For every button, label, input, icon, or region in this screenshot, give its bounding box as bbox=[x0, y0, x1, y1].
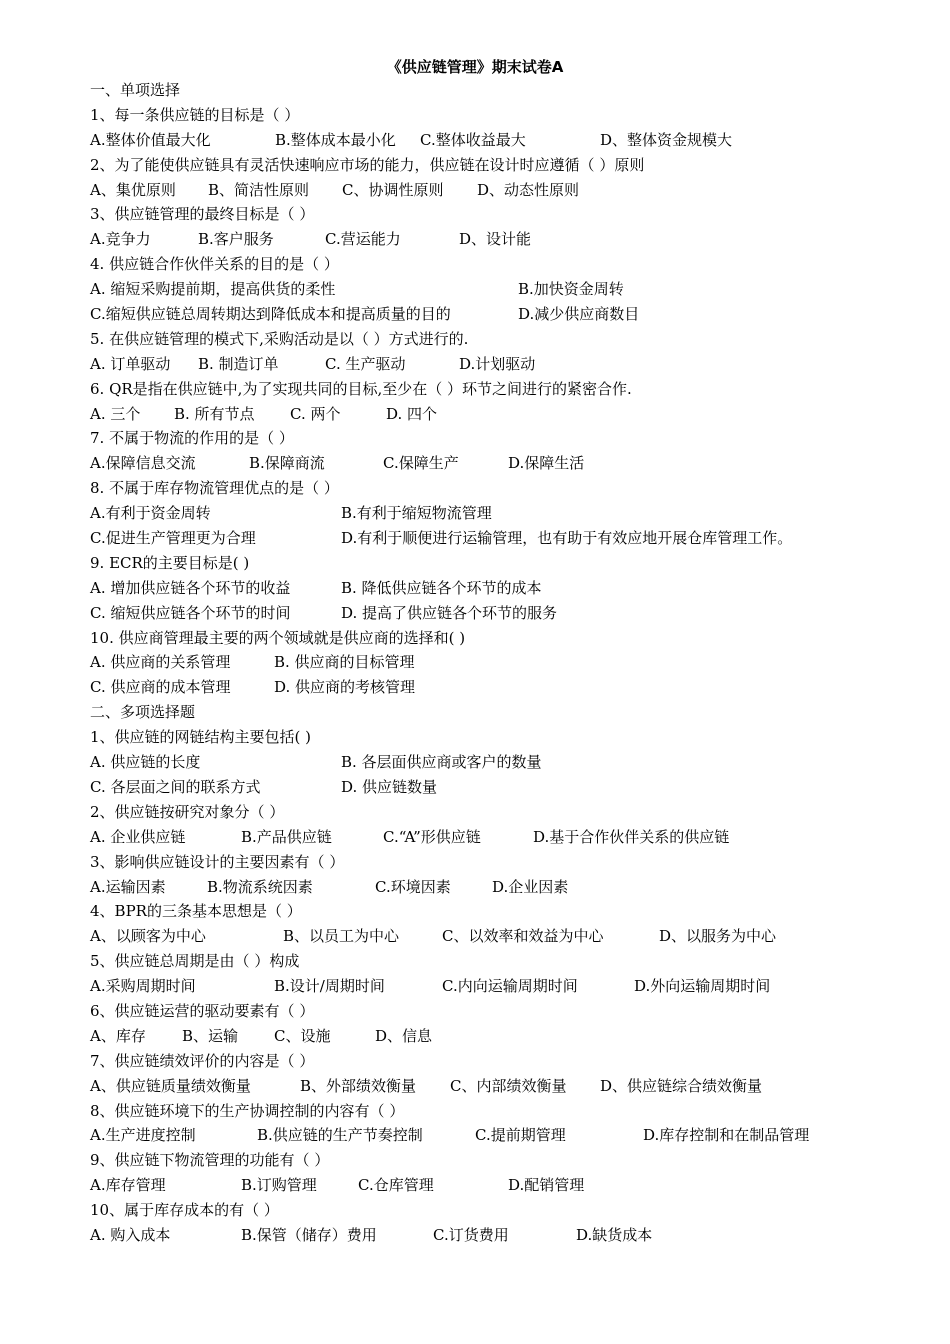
option-choice: A. 供应商的关系管理 bbox=[90, 653, 231, 672]
question-text bbox=[90, 949, 940, 974]
option-choice: A. 三个 bbox=[90, 404, 141, 423]
question-text bbox=[90, 626, 940, 651]
question-stem: 6、供应链运营的驱动要素有（ ） bbox=[90, 1001, 315, 1020]
option-choice: D、信息 bbox=[375, 1026, 433, 1045]
question-stem: 7. 不属于物流的作用的是（ ） bbox=[90, 429, 294, 448]
question-stem: 9. ECR的主要目标是( ) bbox=[90, 553, 250, 572]
option-choice: A.生产进度控制 bbox=[90, 1126, 196, 1145]
option-choice: D、动态性原则 bbox=[477, 180, 580, 199]
option-row bbox=[90, 650, 940, 675]
option-choice: A. 缩短采购提前期，提高供货的柔性 bbox=[90, 280, 336, 299]
option-row bbox=[90, 825, 940, 850]
question-text bbox=[90, 899, 940, 924]
option-choice: B. 制造订单 bbox=[198, 354, 279, 373]
option-choice: B. 所有节点 bbox=[174, 404, 255, 423]
question-stem: 6. QR是指在供应链中,为了实现共同的目标,至少在（ ）环节之间进行的紧密合作. bbox=[90, 379, 632, 398]
option-choice: D.缺货成本 bbox=[576, 1225, 653, 1244]
question-text bbox=[90, 426, 940, 451]
option-choice: D.基于合作伙伴关系的供应链 bbox=[533, 827, 730, 846]
question-text bbox=[90, 1049, 940, 1074]
option-row bbox=[90, 775, 940, 800]
question-text bbox=[90, 377, 940, 402]
option-choice: D.有利于顺便进行运输管理，也有助于有效应地开展仓库管理工作。 bbox=[341, 529, 793, 548]
option-row bbox=[90, 576, 940, 601]
option-choice: A.有利于资金周转 bbox=[90, 504, 211, 523]
option-choice: C.仓库管理 bbox=[358, 1176, 434, 1195]
question-text bbox=[90, 1198, 940, 1223]
question-text bbox=[90, 1148, 940, 1173]
option-choice: C、内部绩效衡量 bbox=[450, 1076, 567, 1095]
section-heading bbox=[90, 700, 940, 725]
option-choice: C.提前期管理 bbox=[475, 1126, 566, 1145]
question-stem: 5、供应链总周期是由（ ）构成 bbox=[90, 952, 300, 971]
option-choice: D.保障生活 bbox=[508, 454, 585, 473]
option-choice: A、以顾客为中心 bbox=[90, 927, 206, 946]
option-choice: B.加快资金周转 bbox=[518, 280, 624, 299]
question-text bbox=[90, 476, 940, 501]
option-choice: D、以服务为中心 bbox=[659, 927, 777, 946]
question-text bbox=[90, 327, 940, 352]
option-row bbox=[90, 675, 940, 700]
option-row bbox=[90, 1024, 940, 1049]
option-choice: D、整体资金规模大 bbox=[600, 130, 733, 149]
question-stem: 1、供应链的网链结构主要包括( ) bbox=[90, 728, 312, 747]
option-row bbox=[90, 750, 940, 775]
option-choice: C.保障生产 bbox=[383, 454, 459, 473]
option-choice: C. 缩短供应链各个环节的时间 bbox=[90, 603, 291, 622]
option-choice: B.物流系统因素 bbox=[207, 877, 313, 896]
option-row bbox=[90, 178, 940, 203]
question-stem: 1、每一条供应链的目标是（ ） bbox=[90, 105, 300, 124]
option-choice: A、集优原则 bbox=[90, 180, 176, 199]
option-choice: B.有利于缩短物流管理 bbox=[341, 504, 492, 523]
option-choice: B、以员工为中心 bbox=[283, 927, 400, 946]
question-text bbox=[90, 252, 940, 277]
question-text bbox=[90, 551, 940, 576]
option-choice: D. 提高了供应链各个环节的服务 bbox=[341, 603, 558, 622]
option-choice: C、以效率和效益为中心 bbox=[442, 927, 604, 946]
option-choice: B、运输 bbox=[182, 1026, 239, 1045]
option-choice: A、库存 bbox=[90, 1026, 146, 1045]
question-text bbox=[90, 725, 940, 750]
option-choice: A. 增加供应链各个环节的收益 bbox=[90, 578, 291, 597]
option-choice: A、供应链质量绩效衡量 bbox=[90, 1076, 251, 1095]
option-choice: B.客户服务 bbox=[198, 230, 274, 249]
option-row bbox=[90, 302, 940, 327]
question-stem: 10. 供应商管理最主要的两个领域就是供应商的选择和( ) bbox=[90, 628, 466, 647]
option-choice: C.缩短供应链总周转期达到降低成本和提高质量的目的 bbox=[90, 305, 451, 324]
option-row bbox=[90, 501, 940, 526]
exam-body bbox=[90, 78, 940, 1248]
option-row bbox=[90, 601, 940, 626]
question-text bbox=[90, 999, 940, 1024]
section-heading bbox=[90, 78, 940, 103]
option-row bbox=[90, 526, 940, 551]
option-choice: B. 各层面供应商或客户的数量 bbox=[341, 753, 542, 772]
option-choice: D、供应链综合绩效衡量 bbox=[600, 1076, 763, 1095]
option-choice: A.整体价值最大化 bbox=[90, 130, 211, 149]
question-stem: 8. 不属于库存物流管理优点的是（ ） bbox=[90, 479, 339, 498]
option-choice: B.供应链的生产节奏控制 bbox=[257, 1126, 423, 1145]
option-choice: D.计划驱动 bbox=[459, 354, 536, 373]
option-choice: B、外部绩效衡量 bbox=[300, 1076, 417, 1095]
question-stem: 4、BPR的三条基本思想是（ ） bbox=[90, 902, 302, 921]
option-choice: A. 企业供应链 bbox=[90, 827, 186, 846]
question-stem: 5. 在供应链管理的模式下,采购活动是以（ ）方式进行的. bbox=[90, 329, 469, 348]
option-choice: C.整体收益最大 bbox=[420, 130, 526, 149]
option-row bbox=[90, 451, 940, 476]
question-text bbox=[90, 103, 940, 128]
question-text bbox=[90, 153, 940, 178]
option-choice: B. 降低供应链各个环节的成本 bbox=[341, 578, 542, 597]
option-choice: A. 购入成本 bbox=[90, 1225, 171, 1244]
option-row bbox=[90, 128, 940, 153]
option-row bbox=[90, 974, 940, 999]
option-choice: B.订购管理 bbox=[241, 1176, 317, 1195]
option-row bbox=[90, 1173, 940, 1198]
option-choice: C.环境因素 bbox=[375, 877, 451, 896]
question-stem: 2、为了能使供应链具有灵活快速响应市场的能力，供应链在设计时应遵循（ ）原则 bbox=[90, 155, 645, 174]
option-row bbox=[90, 924, 940, 949]
option-choice: A.保障信息交流 bbox=[90, 454, 196, 473]
option-choice: B.保管（储存）费用 bbox=[241, 1225, 377, 1244]
option-choice: B.整体成本最小化 bbox=[275, 130, 396, 149]
option-choice: C.订货费用 bbox=[433, 1225, 509, 1244]
question-stem: 9、供应链下物流管理的功能有（ ） bbox=[90, 1151, 330, 1170]
option-choice: D. 四个 bbox=[386, 404, 438, 423]
question-text bbox=[90, 850, 940, 875]
option-row bbox=[90, 227, 940, 252]
option-choice: D.企业因素 bbox=[492, 877, 569, 896]
question-stem: 10、属于库存成本的有（ ） bbox=[90, 1201, 279, 1220]
option-choice: D.减少供应商数目 bbox=[518, 305, 640, 324]
option-choice: C、设施 bbox=[274, 1026, 331, 1045]
option-choice: D.外向运输周期时间 bbox=[634, 977, 771, 996]
question-stem: 8、供应链环境下的生产协调控制的内容有（ ） bbox=[90, 1101, 405, 1120]
option-choice: A. 供应链的长度 bbox=[90, 753, 201, 772]
question-text bbox=[90, 1099, 940, 1124]
option-choice: B.产品供应链 bbox=[241, 827, 332, 846]
option-choice: C. 生产驱动 bbox=[325, 354, 406, 373]
option-choice: C.“A”形供应链 bbox=[383, 827, 481, 846]
option-choice: D.配销管理 bbox=[508, 1176, 585, 1195]
option-row bbox=[90, 1223, 940, 1248]
option-choice: D. 供应商的考核管理 bbox=[274, 678, 416, 697]
question-stem: 2、供应链按研究对象分（ ） bbox=[90, 802, 285, 821]
option-choice: A.竞争力 bbox=[90, 230, 151, 249]
option-choice: B.保障商流 bbox=[249, 454, 325, 473]
section-heading-text: 二、多项选择题 bbox=[90, 703, 196, 722]
question-stem: 7、供应链绩效评价的内容是（ ） bbox=[90, 1051, 315, 1070]
option-choice: A.运输因素 bbox=[90, 877, 166, 896]
option-choice: B. 供应商的目标管理 bbox=[274, 653, 415, 672]
section-heading-text: 一、单项选择 bbox=[90, 81, 181, 99]
exam-title: 《供应链管理》期末试卷A bbox=[386, 58, 564, 76]
option-row bbox=[90, 277, 940, 302]
option-choice: B、简洁性原则 bbox=[208, 180, 310, 199]
question-stem: 3、供应链管理的最终目标是（ ） bbox=[90, 205, 315, 224]
option-choice: C.营运能力 bbox=[325, 230, 401, 249]
option-choice: A.库存管理 bbox=[90, 1176, 166, 1195]
option-choice: C、协调性原则 bbox=[342, 180, 444, 199]
option-choice: D.库存控制和在制品管理 bbox=[643, 1126, 810, 1145]
option-choice: D. 供应链数量 bbox=[341, 777, 438, 796]
option-choice: C. 两个 bbox=[290, 404, 341, 423]
option-choice: C.内向运输周期时间 bbox=[442, 977, 578, 996]
option-choice: C. 各层面之间的联系方式 bbox=[90, 777, 261, 796]
option-choice: A. 订单驱动 bbox=[90, 354, 171, 373]
option-row bbox=[90, 1074, 940, 1099]
option-choice: C. 供应商的成本管理 bbox=[90, 678, 231, 697]
option-row bbox=[90, 402, 940, 427]
question-stem: 4. 供应链合作伙伴关系的目的是（ ） bbox=[90, 255, 339, 274]
option-choice: B.设计/周期时间 bbox=[274, 977, 385, 996]
option-row bbox=[90, 1123, 940, 1148]
question-stem: 3、影响供应链设计的主要因素有（ ） bbox=[90, 852, 345, 871]
question-text bbox=[90, 202, 940, 227]
option-row bbox=[90, 352, 940, 377]
question-text bbox=[90, 800, 940, 825]
option-choice: A.采购周期时间 bbox=[90, 977, 196, 996]
option-row bbox=[90, 875, 940, 900]
option-choice: D、设计能 bbox=[459, 230, 532, 249]
option-choice: C.促进生产管理更为合理 bbox=[90, 529, 256, 548]
